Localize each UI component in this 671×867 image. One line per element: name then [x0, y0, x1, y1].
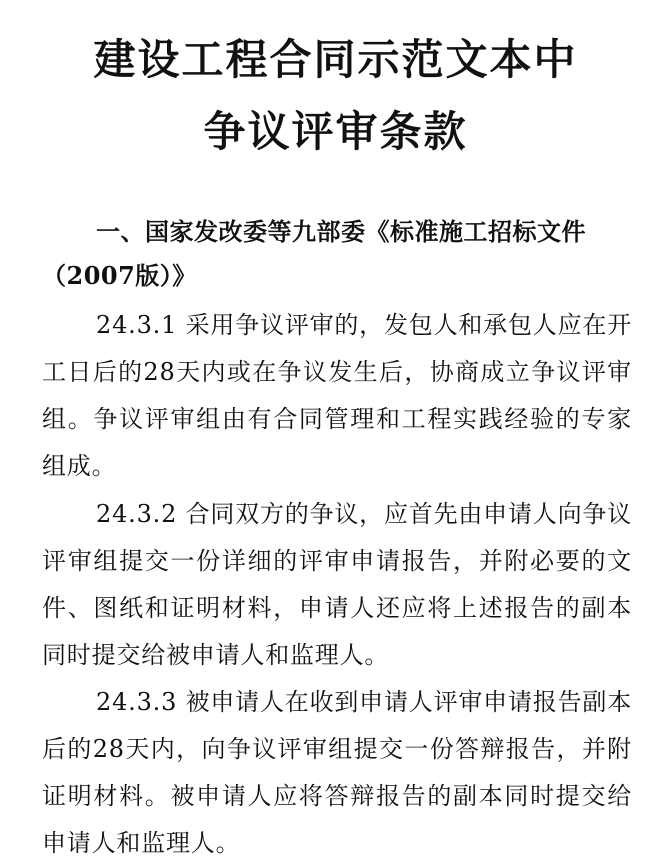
clause-24-3-1: 24.3.1 采用争议评审的，发包人和承包人应在开工日后的28天内或在争议发生后，协商成立争议评审组。争议评审组由有合同管理和工程实践经验的专家组成。 [42, 311, 632, 480]
clause-24-3-3: 24.3.3 被申请人在收到申请人评审申请报告副本后的28天内，向争议评审组提交一份答辩报告，并附证明材料。被申请人应将答辩报告的副本同时提交给申请人和监理人。 [42, 688, 632, 857]
clause-24-3-2: 24.3.2 合同双方的争议，应首先由申请人向争议评审组提交一份详细的评审申请报告，并附必要的文件、图纸和证明材料，申请人还应将上述报告的副本同时提交给被申请人和监理人。 [42, 500, 632, 669]
document-title-line-1: 建设工程合同示范文本中 [93, 35, 578, 84]
document-title-line-2: 争议评审条款 [203, 107, 468, 156]
section-heading: 一、国家发改委等九部委《标准施工招标文件（2007版）》 [42, 217, 586, 290]
